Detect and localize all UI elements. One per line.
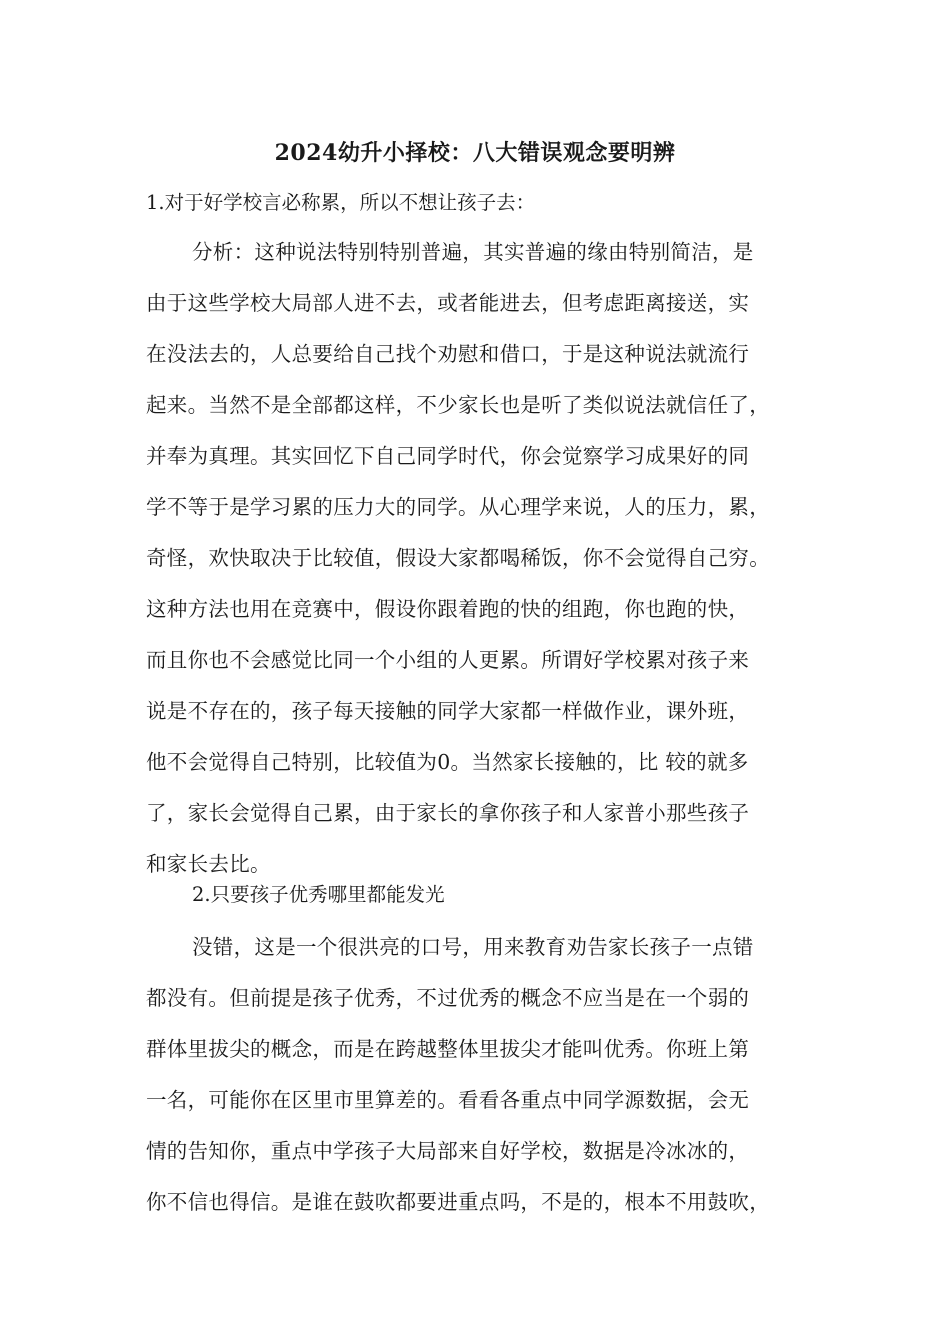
paragraph-line: 在没法去的，人总要给自己找个劝慰和借口，于是这种说法就流行 xyxy=(146,342,750,366)
paragraph-line: 了，家长会觉得自己累，由于家长的拿你孩子和人家普小那些孩子 xyxy=(146,801,750,825)
paragraph-line: 奇怪，欢快取决于比较值，假设大家都喝稀饭，你不会觉得自己穷。 xyxy=(146,546,770,570)
paragraph-line: 没错，这是一个很洪亮的口号，用来教育劝告家长孩子一点错 xyxy=(192,935,754,959)
paragraph-line: 并奉为真理。其实回忆下自己同学时代，你会觉察学习成果好的同 xyxy=(146,444,750,468)
paragraph-line: 学不等于是学习累的压力大的同学。从心理学来说，人的压力，累， xyxy=(146,495,770,519)
paragraph-line: 这种方法也用在竞赛中，假设你跟着跑的快的组跑，你也跑的快， xyxy=(146,597,750,621)
paragraph-line: 他不会觉得自己特别，比较值为0。当然家长接触的，比 较的就多 xyxy=(146,750,749,774)
paragraph-line: 和家长去比。 xyxy=(146,852,271,876)
paragraph-line: 一名，可能你在区里市里算差的。看看各重点中同学源数据，会无 xyxy=(146,1088,750,1112)
paragraph-line: 情的告知你，重点中学孩子大局部来自好学校，数据是冷冰冰的， xyxy=(146,1139,750,1163)
section-1-heading: 1.对于好学校言必称累，所以不想让孩子去： xyxy=(146,191,536,214)
paragraph-line: 分析：这种说法特别特别普遍，其实普遍的缘由特别简洁，是 xyxy=(192,240,754,264)
document-title: 2024幼升小择校：八大错误观念要明辨 xyxy=(274,140,676,166)
paragraph-line: 起来。当然不是全部都这样，不少家长也是听了类似说法就信任了， xyxy=(146,393,770,417)
paragraph-line: 都没有。但前提是孩子优秀，不过优秀的概念不应当是在一个弱的 xyxy=(146,986,750,1010)
paragraph-line: 说是不存在的，孩子每天接触的同学大家都一样做作业，课外班， xyxy=(146,699,750,723)
paragraph-line: 你不信也得信。是谁在鼓吹都要进重点吗，不是的，根本不用鼓吹， xyxy=(146,1190,770,1214)
section-1-paragraph xyxy=(146,227,806,890)
section-2-paragraph xyxy=(146,922,806,1228)
paragraph-line: 而且你也不会感觉比同一个小组的人更累。所谓好学校累对孩子来 xyxy=(146,648,750,672)
paragraph-line: 群体里拔尖的概念，而是在跨越整体里拔尖才能叫优秀。你班上第 xyxy=(146,1037,750,1061)
section-2-heading: 2.只要孩子优秀哪里都能发光 xyxy=(192,883,445,906)
paragraph-line: 由于这些学校大局部人进不去，或者能进去，但考虑距离接送，实 xyxy=(146,291,750,315)
